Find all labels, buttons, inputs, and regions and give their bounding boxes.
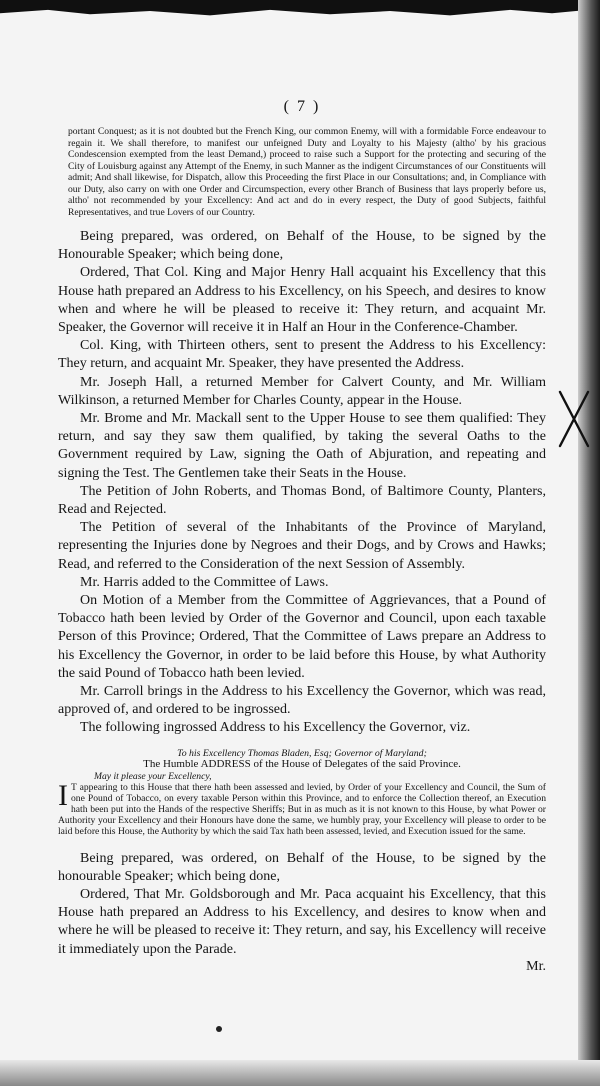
address-salutation: May it please your Excellency, — [94, 770, 212, 782]
ink-dot — [216, 1026, 222, 1032]
paragraph: Mr. Carroll brings in the Address to his Excellency the Governor, which was read, approved of, and ordered to be ingrossed. — [58, 684, 546, 718]
address-heading — [58, 748, 546, 771]
paragraph: Ordered, That Col. King and Major Henry Hall acquaint his Excellency that this House hath prepared an Address to his Excellency, on his Speech, and desires to know when and where he will be pleased to receive it: They return, and acquaint Mr. Speaker, the Governor will receive it in Half an Hour in the Conference-Chamber. — [58, 265, 546, 336]
paragraph: Being prepared, was ordered, on Behalf of the House, to be signed by the honourable Speaker; which being done, — [58, 850, 546, 884]
bottom-shadow — [0, 1060, 600, 1086]
page-number: ( 7 ) — [283, 98, 321, 115]
paragraph: Mr. Harris added to the Committee of Laws. — [80, 574, 329, 590]
binding-shadow — [578, 0, 600, 1086]
address-text: T appearing to this House that there hath been assessed and levied, by Order of your Excellency and Council, the Sum of one Pound of Tobacco, on every taxable Person within this Province, and to enforce the Collection thereof, an Execution hath been put into the Hands of the respective Sheriffs; But in as much as it is not known to this House, by what Power or Authority your Excellency and their Honours have done the same, we humbly pray, your Excellency will please to order to be laid before this House, the Authority by which the said Tax hath been assessed, levied, and Execution issued for the same. — [58, 781, 546, 838]
torn-page-edge — [0, 0, 600, 22]
paragraph: Col. King, with Thirteen others, sent to present the Address to his Excellency: They return, and acquaint Mr. Speaker, they have presented the Address. — [58, 338, 546, 372]
address-to-line: To his Excellency Thomas Bladen, Esq; Governor of Maryland; — [177, 747, 427, 759]
handwritten-x-mark — [556, 388, 592, 450]
paragraph: Mr. Joseph Hall, a returned Member for Calvert County, and Mr. William Wilkinson, a returned Member for Charles County, appear in the House. — [58, 374, 546, 408]
document-page — [58, 98, 546, 975]
paragraph: Mr. Brome and Mr. Mackall sent to the Upper House to see them qualified: They return, and say they saw them qualified, by taking the several Oaths to the Government required by Law, signing the Oath of Abjuration, and repeating and signing the Test. The Gentlemen take their Seats in the House. — [58, 411, 546, 481]
paragraph: The following ingrossed Address to his Excellency the Governor, viz. — [80, 720, 471, 736]
paragraph: The Petition of John Roberts, and Thomas Bond, of Baltimore County, Planters, Read and Rejected. — [58, 483, 546, 518]
catchword: Mr. — [526, 958, 546, 974]
paragraph: Ordered, That Mr. Goldsborough and Mr. Paca acquaint his Excellency, that this House hath prepared an Address to his Excellency, and desires to know when and where he will be pleased to receive it: They return, and say, his Excellency will receive it immediately upon the Parade. — [58, 886, 546, 957]
address-body — [58, 778, 546, 838]
paragraph: The Petition of several of the Inhabitants of the Province of Maryland, representing the Injuries done by Negroes and their Dogs, and by Crows and Hawks; Read, and referred to the Consideration of the next Session of Assembly. — [58, 520, 546, 572]
paragraph: On Motion of a Member from the Committee of Aggrievances, that a Pound of Tobacco hath been levied by Order of the Governor and Council, upon each taxable Person of this Province; Ordered, That the Committee of Laws prepare an Address to his Excellency the Governor, in order to be laid before this House, by what Authority the said Pound of Tobacco hath been levied. — [58, 593, 546, 681]
opening-paragraph: portant Conquest; as it is not doubted but the French King, our common Enemy, will with a formidable Force endeavour to regain it. We shall therefore, to manifest our unfeigned Duty and Loyalty to his Majesty (altho' by his gracious Condescension exempted from the least Demand,) proceed to raise such a Support for the protecting and securing of the City of Louisburg against any Attempt of the Enemy, in such Manner as the indigent Circumstances of our Constituents will admit; And shall likewise, for Dispatch, allow this Proceeding the first Place in our Consultations; and, in Compliance with our Duty, also carry on with one Order and Circumspection, every other Branch of Business that lays properly before us, altho' not recommended by your Excellency: And act and do in every respect, the Duty of good Subjects, faithful Representatives, and true Lovers of our Country. — [68, 126, 546, 218]
address-title: The Humble ADDRESS of the House of Delegates of the said Province. — [143, 758, 461, 771]
drop-cap: I — [58, 778, 68, 812]
paragraph: Being prepared, was ordered, on Behalf of the House, to be signed by the Honourable Speaker; which being done, — [58, 229, 546, 263]
